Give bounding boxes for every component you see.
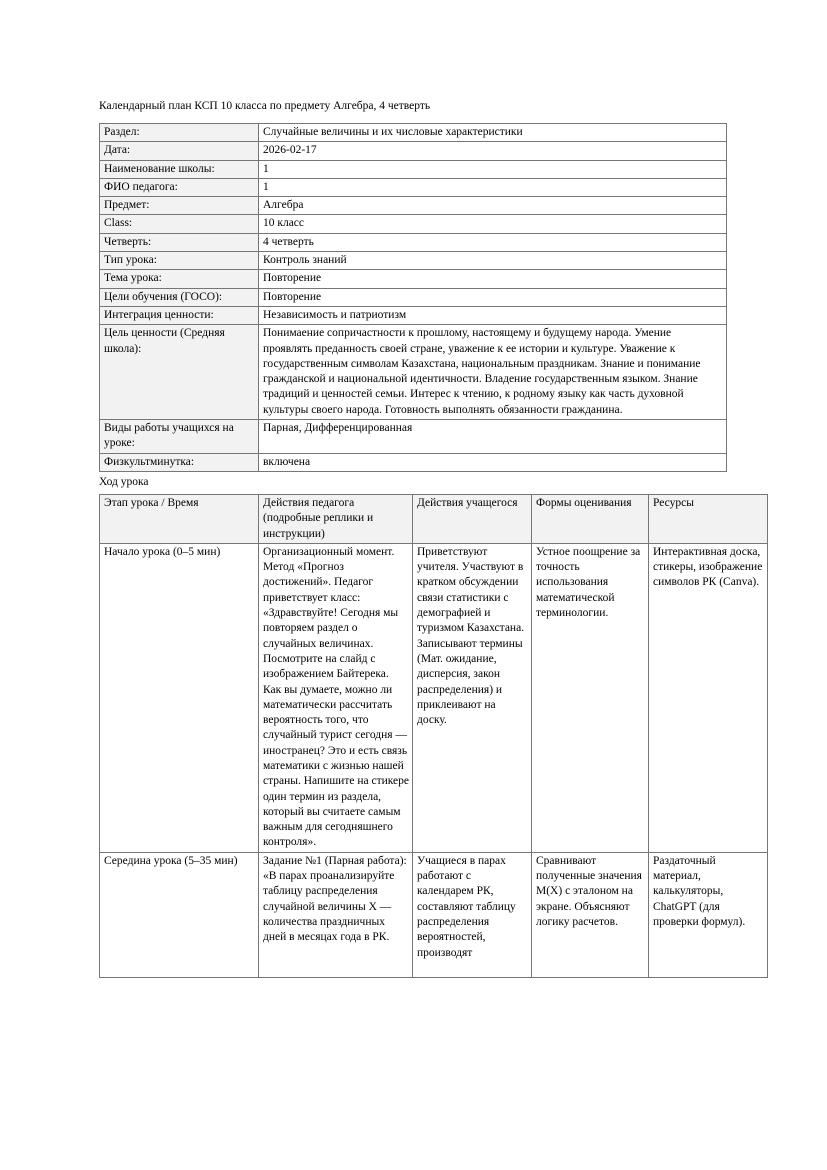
column-header-teacher-actions: Действия педагога (подробные реплики и инструкции) [259,494,413,543]
table-row [100,453,727,471]
cell-teacher-actions: Организационный момент. Метод «Прогноз достижений». Педагог приветствует класс: «Здравствуйте! Сегодня мы повторяем раздел о случайных величинах. Посмотрите на слайд с изображением Байтерека. Как вы думаете, можно ли математически рассчитать вероятность того, что случайный турист сегодня — иностранец? Это и есть связь математики с жизнью нашей страны. Напишите на стикере один термин из раздела, который вы считаете самым важным для сегодняшнего контроля». [259,543,413,852]
info-label: Тема урока: [100,270,259,288]
info-label: Цель ценности (Средняя школа): [100,325,259,420]
info-value: Контроль знаний [259,252,727,270]
table-row [100,233,727,251]
info-label: Интеграция ценности: [100,306,259,324]
info-label: ФИО педагога: [100,178,259,196]
cell-stage-text: Середина урока (5–35 мин) [104,854,238,867]
info-value: 1 [259,178,727,196]
lesson-info-table [99,123,727,472]
info-value: Повторение [259,288,727,306]
cell-resources-text: Раздаточный материал, калькуляторы, ChatGPT (для проверки формул). [653,854,746,928]
column-header-assessment-forms: Формы оценивания [532,494,649,543]
lesson-flow-table [99,494,768,978]
info-value: Алгебра [259,197,727,215]
info-value: 4 четверть [259,233,727,251]
info-label: Раздел: [100,124,259,142]
info-label: Виды работы учащихся на уроке: [100,420,259,454]
cell-assessment-forms-text: Сравнивают полученные значения M(X) с эталоном на экране. Объясняют логику расчетов. [536,854,642,928]
info-label: Наименование школы: [100,160,259,178]
cell-resources [649,852,768,977]
cell-student-actions: Приветствуют учителя. Участвуют в кратком обсуждении связи статистики с демографией и туризмом Казахстана. Записывают термины (Мат. ожидание, дисперсия, закон распределения) и приклеивают на доску. [413,543,532,852]
info-label: Class: [100,215,259,233]
table-row [100,142,727,160]
table-row [100,197,727,215]
info-label: Предмет: [100,197,259,215]
info-value: 1 [259,160,727,178]
info-value: Парная, Дифференцированная [259,420,727,454]
info-value: Независимость и патриотизм [259,306,727,324]
info-label: Четверть: [100,233,259,251]
lesson-flow-head [100,494,768,543]
table-row [100,325,727,420]
lesson-info-body [100,124,727,472]
info-label: Цели обучения (ГОСО): [100,288,259,306]
cell-assessment-forms [532,852,649,977]
cell-teacher-actions [259,852,413,977]
column-header-resources: Ресурсы [649,494,768,543]
table-row [100,288,727,306]
table-row [100,420,727,454]
cell-stage [100,852,259,977]
info-value: Случайные величины и их числовые характеристики [259,124,727,142]
table-row [100,124,727,142]
info-value: 2026-02-17 [259,142,727,160]
page-title: Календарный план КСП 10 класса по предмету Алгебра, 4 четверть [99,100,431,112]
info-value: Повторение [259,270,727,288]
table-row [100,178,727,196]
info-value: Понимаение сопричастности к прошлому, настоящему и будущему народа. Умение проявлять преданность своей стране, уважение к ее истории и культуре. Уважение к государственным символам Казахстана, национальным праздникам. Знание и понимание гражданской и национальной идентичности. Владение государственным языком. Знание традиций и ценностей семьи. Интерес к чтению, к родному языку как часть духовной культуры своего народа. Готовность выполнять обязанности гражданина. [259,325,727,420]
column-header-student-actions: Действия учащегося [413,494,532,543]
info-label: Физкультминутка: [100,453,259,471]
table-row [100,252,727,270]
table-row [100,160,727,178]
info-value: 10 класс [259,215,727,233]
table-header-row [100,494,768,543]
info-value: включена [259,453,727,471]
table-row [100,270,727,288]
section-label-lesson-flow: Ход урока [99,475,149,488]
cell-stage: Начало урока (0–5 мин) [100,543,259,852]
cell-teacher-actions-text: Задание №1 (Парная работа): «В парах проанализируйте таблицу распределения случайной величины X — количества праздничных дней в месяцах года в РК. [263,854,407,944]
cell-student-actions [413,852,532,977]
lesson-flow-body [100,543,768,977]
column-header-stage: Этап урока / Время [100,494,259,543]
table-row [100,543,768,852]
cell-assessment-forms: Устное поощрение за точность использования математической терминологии. [532,543,649,852]
table-row [100,215,727,233]
cell-resources: Интерактивная доска, стикеры, изображение символов РК (Canva). [649,543,768,852]
info-label: Тип урока: [100,252,259,270]
info-label: Дата: [100,142,259,160]
table-row [100,852,768,977]
table-row [100,306,727,324]
cell-student-actions-text: Учащиеся в парах работают с календарем РК, составляют таблицу распределения вероятностей, производят [417,854,516,959]
